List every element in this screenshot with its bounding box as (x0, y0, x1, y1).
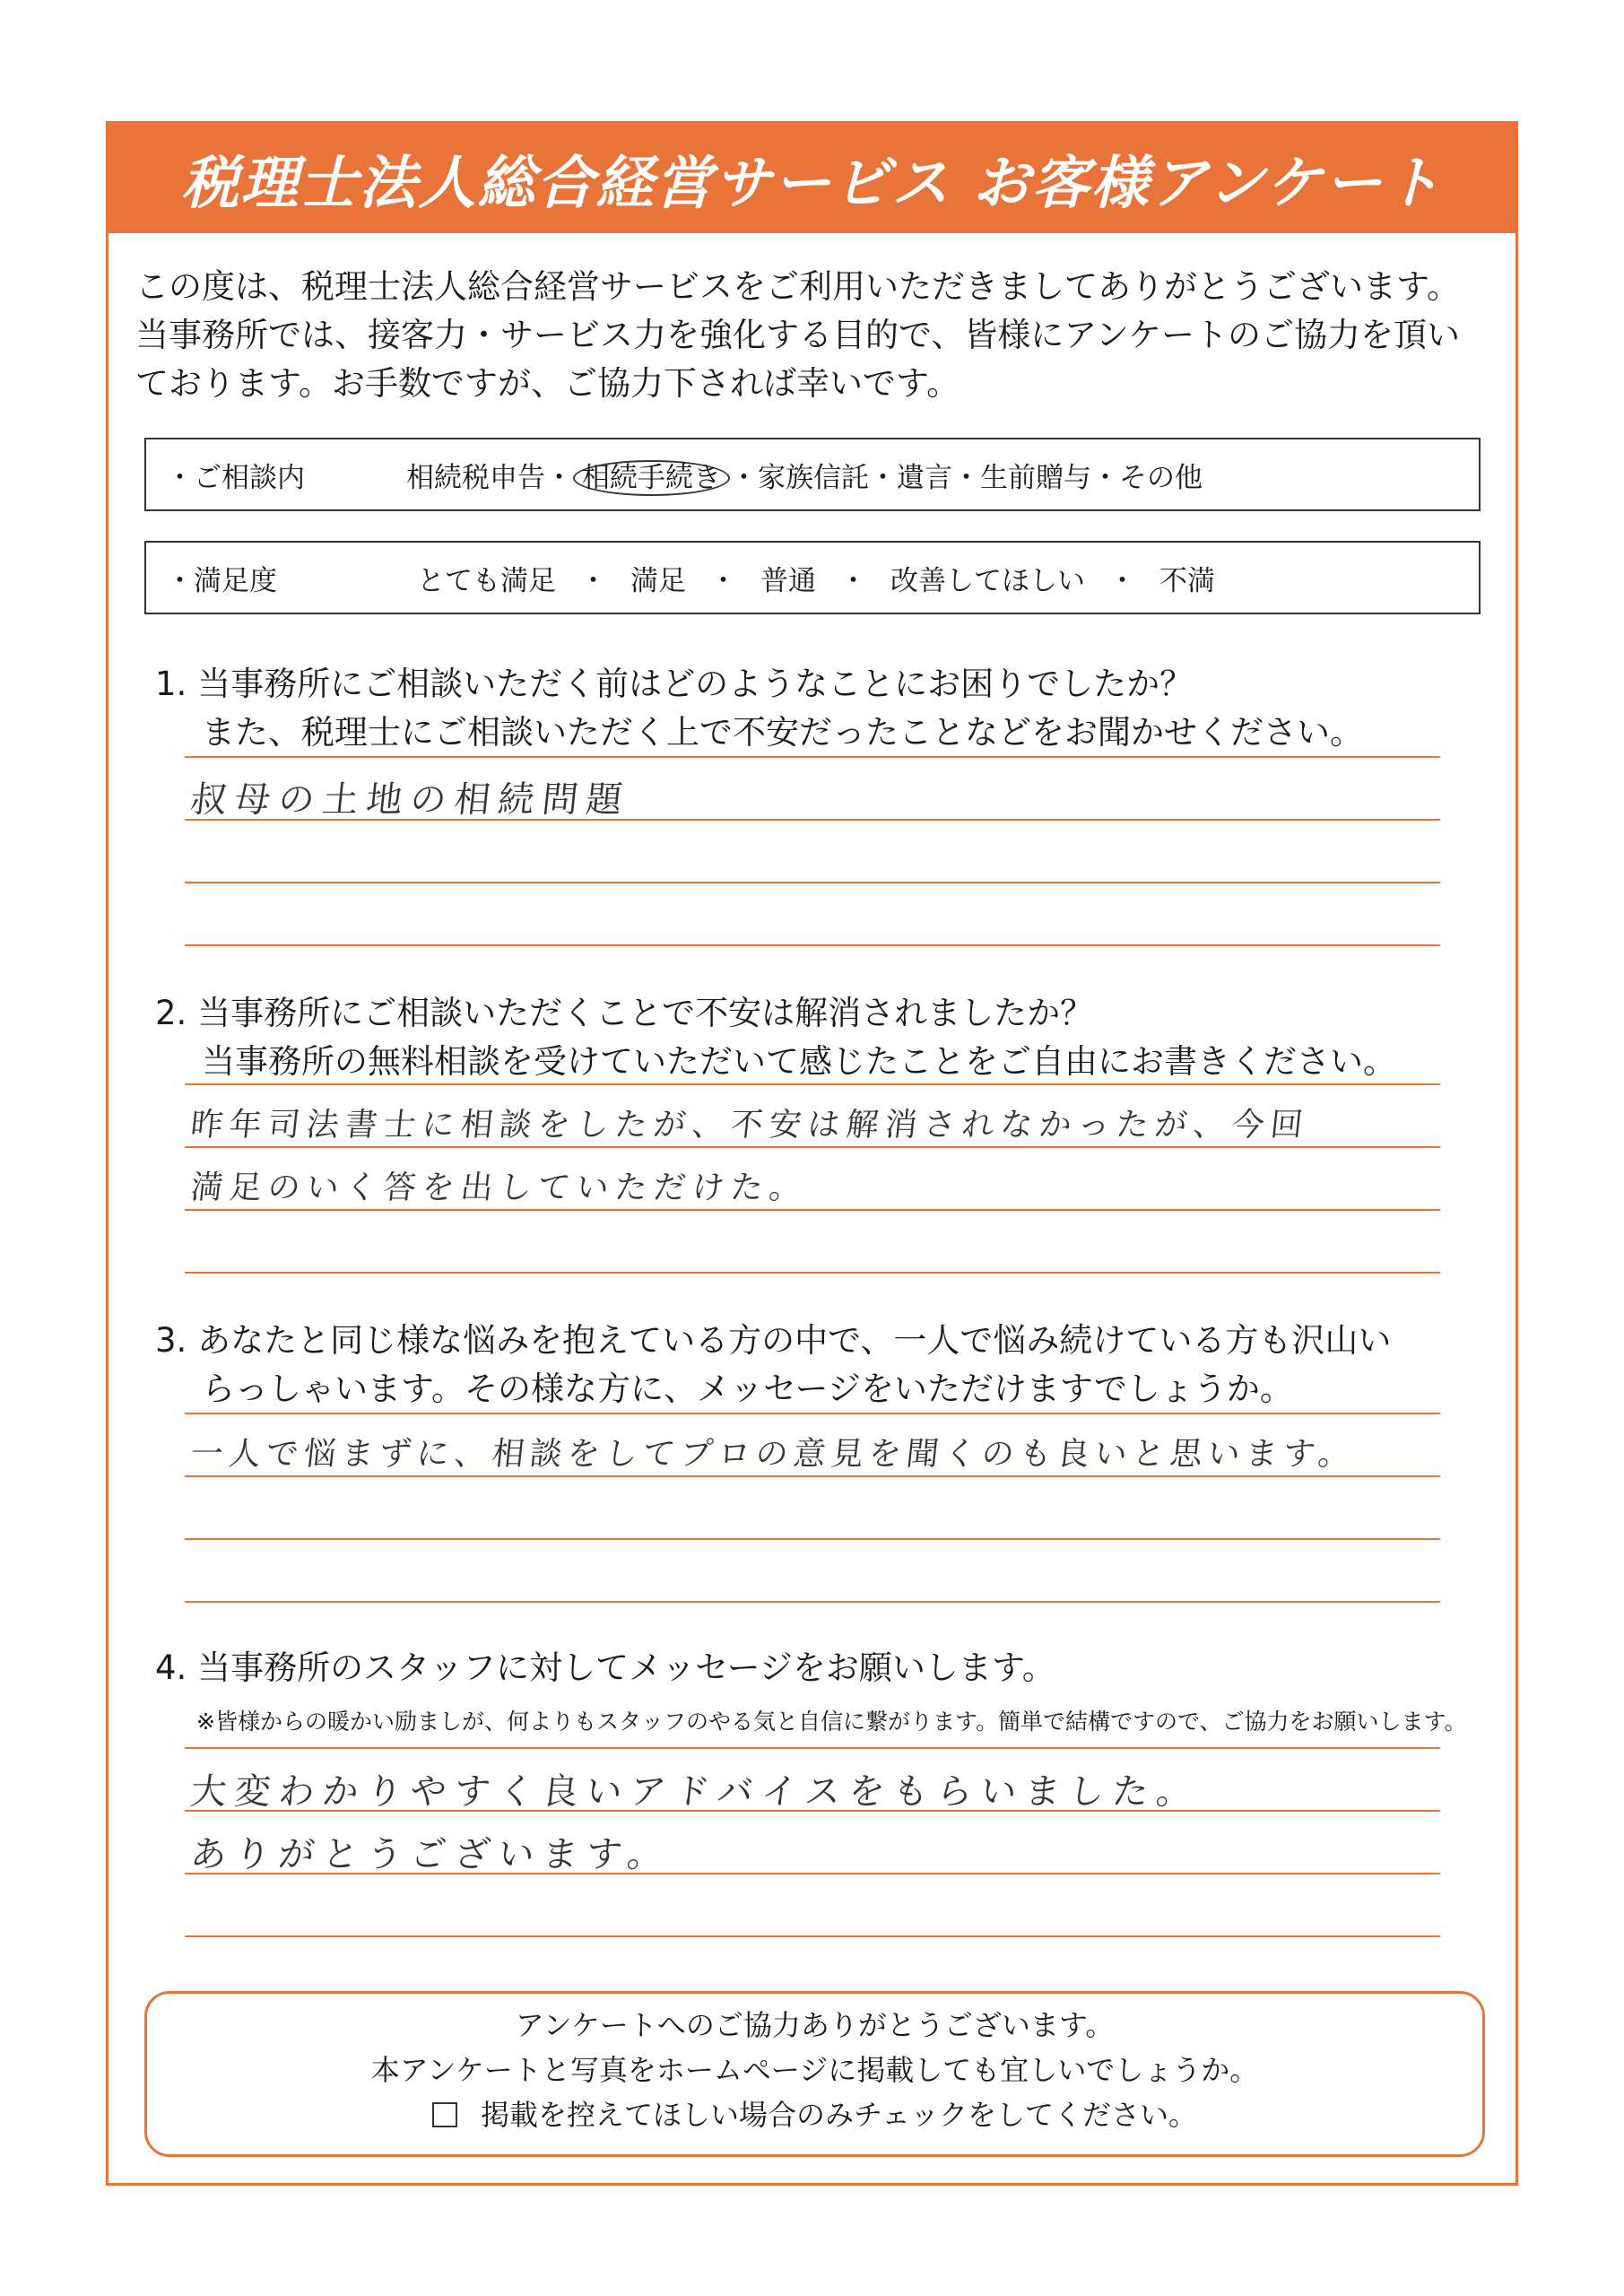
question-4-note: ※皆様からの暖かい励ましが、何よりもスタッフのやる気と自信に繋がります。簡単で結構ですので、ご協力をお願いします。 (196, 1709, 1467, 1735)
survey-form (106, 121, 1518, 2186)
satisfaction-option[interactable]: 不満 (1159, 564, 1215, 597)
question-line: 4. 当事務所のスタッフに対してメッセージをお願いします。 (155, 1648, 1055, 1687)
answer-line (185, 1272, 1440, 1274)
answer-1-text: 叔母の土地の相続問題 (188, 779, 633, 821)
answer-line (185, 1083, 1440, 1085)
answer-line (185, 1146, 1440, 1148)
consult-box (144, 438, 1481, 511)
question-line: 1. 当事務所にご相談いただく前はどのようなことにお困りでしたか？ (155, 665, 1194, 703)
question-line: らっしゃいます。その様な方に、メッセージをいただけますでしょうか。 (202, 1370, 1293, 1408)
intro-line: ております。お手数ですが、ご協力下されば幸いです。 (135, 364, 960, 403)
satisfaction-options: とても満足 ・ 満足 ・ 普通 ・ 改善してほしい ・ 不満 (417, 564, 1215, 597)
page-title: 税理士法人総合経営サービス お客様アンケート (181, 151, 1443, 217)
question-line: 3. あなたと同じ様な悩みを抱えている方の中で、一人で悩み続けている方も沢山い (155, 1321, 1392, 1360)
question-4 (155, 1644, 1500, 1692)
consult-option[interactable]: ・家族信託・遺言・生前贈与・その他 (730, 461, 1203, 494)
satisfaction-option[interactable]: とても満足 (417, 564, 556, 597)
answer-line (185, 1413, 1440, 1414)
answer-2-text: 満足のいく答を出していただけた。 (188, 1170, 810, 1206)
footer-checkbox-label: 掲載を控えてほしい場合のみチェックをしてください。 (480, 2098, 1198, 2132)
answer-4-text: ありがとうございます。 (188, 1834, 673, 1875)
satisfaction-box (144, 541, 1481, 614)
question-2 (155, 989, 1500, 1086)
satisfaction-option[interactable]: 改善してほしい (890, 564, 1085, 597)
answer-line (185, 1810, 1440, 1812)
consult-option[interactable]: 相続税申告・ (406, 461, 573, 494)
question-1 (155, 660, 1500, 757)
footer-question: 本アンケートと写真をホームページに掲載しても宜しいでしょうか。 (370, 2053, 1259, 2087)
question-3 (155, 1317, 1500, 1413)
question-line: 当事務所の無料相談を受けていただいて感じたことをご自由にお書きください。 (202, 1042, 1396, 1081)
consult-options (406, 455, 1203, 495)
satisfaction-option[interactable]: 普通 (760, 564, 816, 597)
satisfaction-label: ・満足度 (166, 564, 277, 597)
satisfaction-option[interactable]: 満足 (630, 564, 686, 597)
answer-line (185, 882, 1440, 883)
answer-line (185, 1747, 1440, 1749)
answer-line (185, 1601, 1440, 1603)
answer-line (185, 756, 1440, 758)
answer-line (185, 1475, 1440, 1477)
answer-3-text: 一人で悩まずに、相談をしてプロの意見を聞くのも良いと思います。 (188, 1436, 1358, 1473)
intro-text (135, 263, 1481, 408)
answer-2-text: 昨年司法書士に相談をしたが、不安は解消されなかったが、今回 (188, 1107, 1311, 1144)
opt-out-checkbox[interactable] (432, 2102, 457, 2127)
answer-line (185, 1538, 1440, 1540)
answer-line (185, 944, 1440, 946)
footer-thanks: アンケートへのご協力ありがとうございます。 (515, 2008, 1115, 2042)
consult-label: ・ご相談内 (166, 461, 305, 494)
answer-line (185, 1209, 1440, 1211)
intro-line: 当事務所では、接客力・サービス力を強化する目的で、皆様にアンケートのご協力を頂い (135, 316, 1461, 354)
question-line: また、税理士にご相談いただく上で不安だったことなどをお聞かせください。 (202, 713, 1363, 752)
consult-option-selected[interactable]: 相続手続き (573, 460, 730, 496)
title-bar (109, 124, 1515, 233)
answer-line (185, 1873, 1440, 1874)
answer-4-text: 大変わかりやすく良いアドバイスをもらいました。 (188, 1771, 1203, 1813)
answer-line (185, 1935, 1440, 1937)
footer-checkbox-row (147, 2092, 1482, 2137)
intro-line: この度は、税理士法人総合経営サービスをご利用いただきましてありがとうございます。 (135, 267, 1461, 306)
footer-box (144, 1991, 1485, 2157)
answer-line (185, 819, 1440, 821)
question-line: 2. 当事務所にご相談いただくことで不安は解消されましたか？ (155, 994, 1094, 1032)
